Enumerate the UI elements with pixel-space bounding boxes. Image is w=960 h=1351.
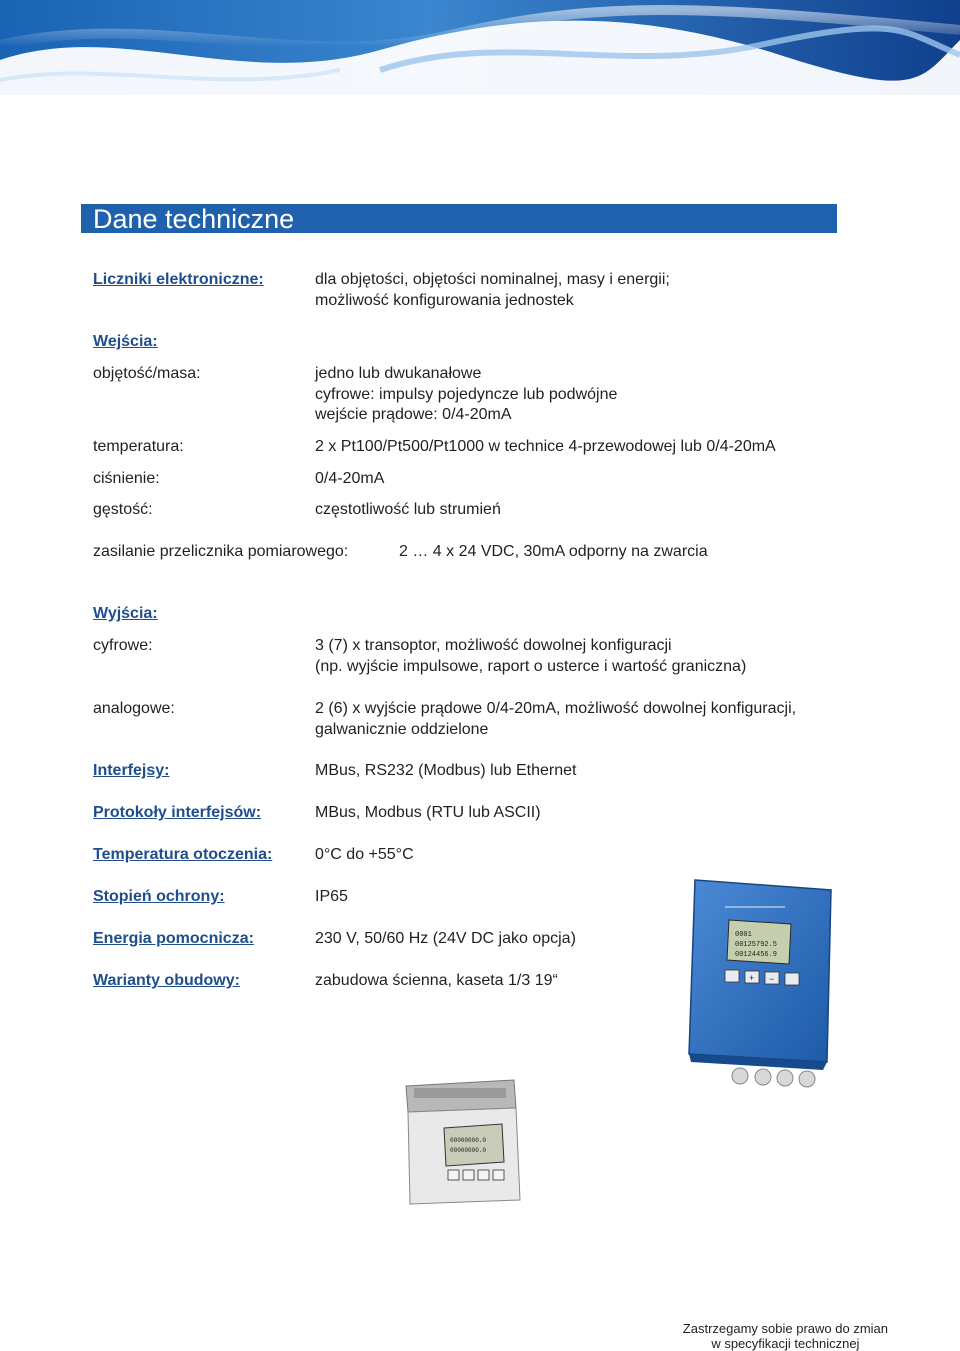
heading-wejscia: Wejścia: [93,333,158,350]
label-cisnienie: ciśnienie: [93,470,160,487]
wall-screen-line3: 00124456.9 [735,951,778,959]
value-line: jedno lub dwukanałowe [315,365,482,382]
section-title: Dane techniczne [93,204,295,234]
value-line: 3 (7) x transoptor, możliwość dowolnej konfiguracji [315,637,672,654]
value-interfejsy: MBus, RS232 (Modbus) lub Ethernet [315,762,577,779]
value-objetosc [315,364,617,426]
value-temp-otoczenia: 0°C do +55°C [315,846,414,863]
rack-screen-line2: 00000000.0 [450,1147,487,1154]
footer-line1: Zastrzegamy sobie prawo do zmian [682,1321,888,1336]
value-line: galwanicznie oddzielone [315,720,489,738]
label-temperatura: temperatura: [93,438,184,455]
value-line: dla objętości, objętości nominalnej, masy i energii; [315,271,670,288]
value-protokoly: MBus, Modbus (RTU lub ASCII) [315,804,541,821]
label-zasilanie: zasilanie przelicznika pomiarowego: [93,543,349,560]
rack-device-image [402,1078,532,1211]
value-stopien: IP65 [315,888,348,905]
value-line: (np. wyjście impulsowe, raport o usterce i wartość graniczna) [315,657,747,675]
value-gestosc: częstotliwość lub strumień [315,501,501,518]
label-temp-otoczenia: Temperatura otoczenia: [93,846,273,863]
label-cyfrowe: cyfrowe: [93,637,153,654]
value-line: wejście prądowe: 0/4-20mA [315,406,512,423]
label-energia: Energia pomocnicza: [93,930,254,947]
value-zasilanie: 2 … 4 x 24 VDC, 30mA odporny na zwarcia [399,543,708,560]
value-temperatura: 2 x Pt100/Pt500/Pt1000 w technice 4-przewodowej lub 0/4-20mA [315,438,776,455]
value-energia: 230 V, 50/60 Hz (24V DC jako opcja) [315,930,576,947]
rack-screen-line1: 00000000.0 [450,1137,487,1144]
value-cyfrowe [315,636,746,677]
value-cisnienie: 0/4-20mA [315,470,385,487]
label-analogowe: analogowe: [93,700,175,717]
label-warianty: Warianty obudowy: [93,972,240,989]
value-line: 2 (6) x wyjście prądowe 0/4-20mA, możliwość dowolnej konfiguracji, [315,700,797,717]
label-liczniki: Liczniki elektroniczne: [93,271,264,288]
heading-wyjscia: Wyjścia: [93,605,158,622]
wall-screen-line2: 00125792.5 [735,941,778,949]
label-interfejsy: Interfejsy: [93,762,170,779]
label-objetosc: objętość/masa: [93,365,201,382]
label-gestosc: gęstość: [93,501,153,518]
label-protokoly: Protokoły interfejsów: [93,804,262,821]
label-stopien: Stopień ochrony: [93,888,225,905]
svg-text:+: + [749,973,755,983]
header-banner-image [0,0,960,95]
value-line: cyfrowe: impulsy pojedyncze lub podwójne [315,385,618,403]
footer-note [683,1321,888,1351]
value-liczniki [315,270,670,311]
value-analogowe [315,699,796,740]
svg-text:−: − [769,974,775,984]
wall-screen-line1: 0001 [735,931,752,939]
section-title-bar [81,204,837,233]
value-warianty: zabudowa ścienna, kaseta 1/3 19“ [315,972,558,989]
wall-mount-device-image [685,876,835,1111]
footer-line2: w specyfikacji technicznej [711,1336,860,1351]
value-line: możliwość konfigurowania jednostek [315,291,574,309]
